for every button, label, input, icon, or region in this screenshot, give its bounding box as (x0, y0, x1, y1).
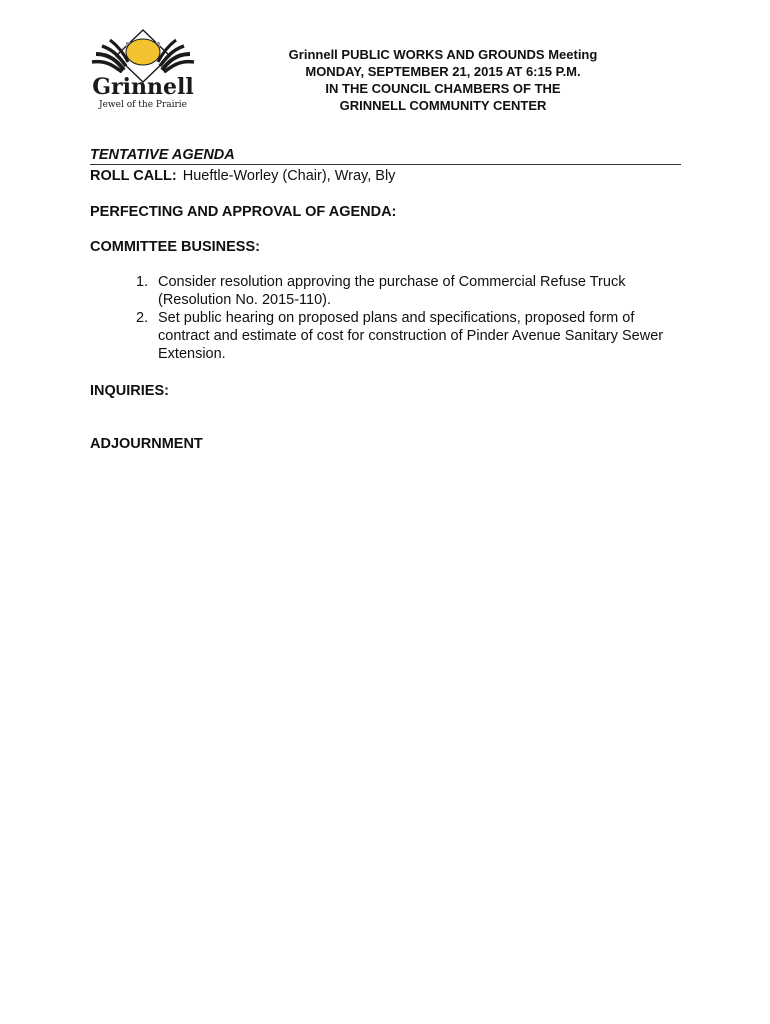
meeting-location-line1: IN THE COUNCIL CHAMBERS OF THE (325, 81, 561, 96)
agenda-item-list (136, 273, 676, 363)
list-item (136, 273, 676, 309)
meeting-title: Grinnell PUBLIC WORKS AND GROUNDS Meeting (288, 47, 598, 62)
meeting-header (248, 46, 638, 114)
adjournment-heading: ADJOURNMENT (90, 436, 203, 452)
inquiries-heading: INQUIRIES: (90, 383, 169, 399)
roll-call-members: Hueftle-Worley (Chair), Wray, Bly (182, 168, 396, 184)
meeting-date-time: MONDAY, SEPTEMBER 21, 2015 AT 6:15 P.M. (305, 64, 581, 79)
committee-business-heading: COMMITTEE BUSINESS: (90, 239, 260, 255)
item-number: 1. (136, 274, 149, 290)
item-number: 2. (136, 310, 149, 326)
item-text: Consider resolution approving the purchase of Commercial Refuse Truck (Resolution No. 2015-110). (158, 274, 626, 308)
item-text: Set public hearing on proposed plans and specifications, proposed form of contract and estimate of cost for construction of Pinder Avenue Sanitary Sewer Extension. (158, 310, 664, 362)
perfecting-approval-heading: PERFECTING AND APPROVAL OF AGENDA: (90, 204, 397, 220)
title-divider (90, 164, 681, 165)
svg-text:Grinnell: Grinnell (92, 74, 194, 100)
grinnell-logo (88, 28, 198, 110)
list-item (136, 309, 676, 363)
agenda-title: TENTATIVE AGENDA (90, 147, 235, 163)
svg-text:Jewel of the Prairie: Jewel of the Prairie (98, 100, 188, 110)
meeting-location-line2: GRINNELL COMMUNITY CENTER (339, 98, 547, 113)
roll-call (90, 167, 395, 185)
roll-call-label: ROLL CALL: (90, 168, 177, 184)
